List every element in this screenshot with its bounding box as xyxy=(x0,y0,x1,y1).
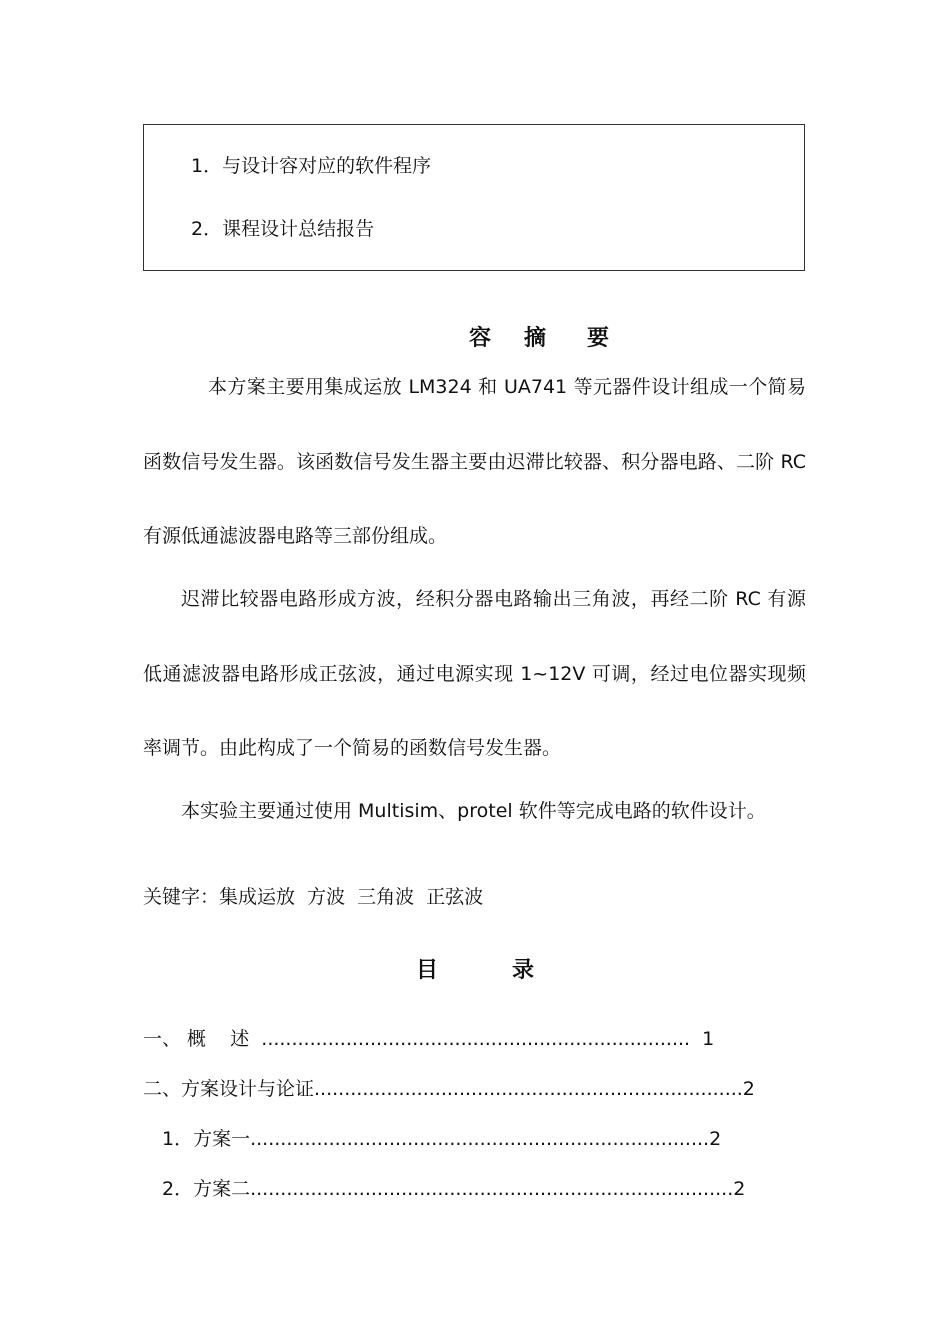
toc-entry-scheme-2[interactable]: 2．方案二................................................................................2 xyxy=(162,1178,746,1200)
requirement-item-software: 1．与设计容对应的软件程序 xyxy=(191,155,432,177)
toc-entry-overview[interactable]: 一、 概 述 ....................................................................... 1 xyxy=(143,1028,715,1050)
toc-entry-scheme-1[interactable]: 1．方案一............................................................................2 xyxy=(162,1128,722,1150)
abstract-para2-line3: 率调节。由此构成了一个简易的函数信号发生器。 xyxy=(143,737,562,759)
abstract-title-char-1: 容 xyxy=(469,326,492,351)
keywords: 关键字：集成运放 方波 三角波 正弦波 xyxy=(143,886,484,908)
abstract-title-char-3: 要 xyxy=(587,326,610,351)
abstract-para2-line1: 迟滞比较器电路形成方波，经积分器电路输出三角波，再经二阶 RC 有源 xyxy=(181,588,806,610)
toc-entry-design[interactable]: 二、方案设计与论证.......................................................................2 xyxy=(143,1078,755,1100)
abstract-para2-line2: 低通滤波器电路形成正弦波，通过电源实现 1~12V 可调，经过电位器实现频 xyxy=(143,663,806,685)
abstract-para1-line3: 有源低通滤波器电路等三部份组成。 xyxy=(143,525,448,547)
toc-title-char-1: 目 xyxy=(416,958,439,983)
requirements-box xyxy=(143,124,805,271)
abstract-para3: 本实验主要通过使用 Multisim、protel 软件等完成电路的软件设计。 xyxy=(181,800,766,822)
toc-title-char-2: 录 xyxy=(512,958,535,983)
abstract-para1-line2: 函数信号发生器。该函数信号发生器主要由迟滞比较器、积分器电路、二阶 RC xyxy=(143,451,806,473)
abstract-para1-line1: 本方案主要用集成运放 LM324 和 UA741 等元器件设计组成一个简易 xyxy=(208,376,806,398)
abstract-title-char-2: 摘 xyxy=(524,326,547,351)
requirement-item-report: 2．课程设计总结报告 xyxy=(191,218,375,240)
